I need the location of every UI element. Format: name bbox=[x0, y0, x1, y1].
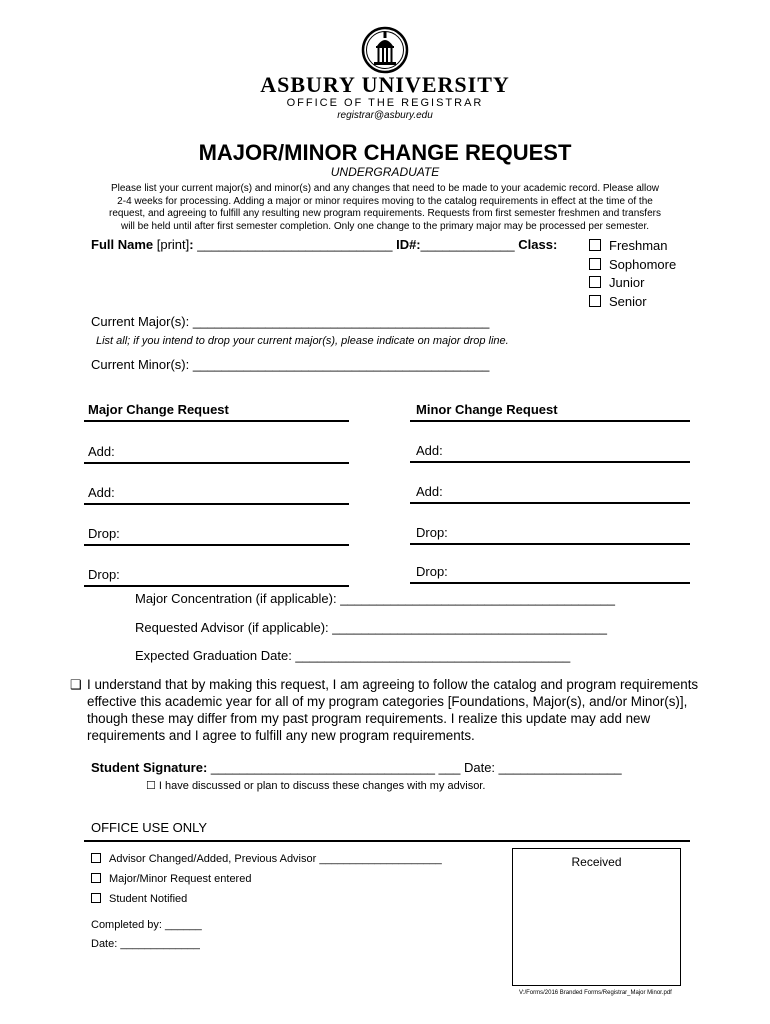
colon: : bbox=[189, 237, 194, 252]
class-options bbox=[589, 237, 676, 311]
major-change-column bbox=[84, 402, 349, 587]
university-name: ASBURY UNIVERSITY bbox=[260, 72, 510, 97]
current-minors-field[interactable]: _________________________________________ bbox=[192, 357, 490, 372]
agreement-line: effective this academic year for all of my program categories [Foundations, Major(s), and/or Minor(s)], bbox=[87, 694, 688, 709]
row-label: Add: bbox=[416, 484, 443, 499]
intro-text bbox=[0, 183, 770, 233]
signature-label: Student Signature: bbox=[91, 760, 208, 775]
majors-note: List all; if you intend to drop your current major(s), please indicate on major drop line. bbox=[96, 335, 509, 347]
row-label: Add: bbox=[88, 485, 115, 500]
agreement-text bbox=[87, 676, 698, 744]
current-minors-row bbox=[91, 357, 489, 372]
class-option-label: Sophomore bbox=[609, 256, 677, 272]
current-majors-label: Current Major(s): bbox=[91, 314, 190, 329]
received-label: Received bbox=[571, 855, 622, 869]
class-option-label: Freshman bbox=[609, 238, 668, 253]
major-change-heading bbox=[84, 402, 349, 422]
office-item-request-entered[interactable] bbox=[91, 869, 442, 889]
advisor-field[interactable]: Requested Advisor (if applicable): ______________________________________ bbox=[135, 620, 608, 635]
id-field[interactable]: _____________ bbox=[420, 237, 515, 252]
class-option-junior[interactable] bbox=[589, 274, 676, 293]
agreement-checkbox[interactable]: ❑ bbox=[70, 677, 82, 692]
full-name-row bbox=[91, 237, 557, 252]
minor-add-line[interactable] bbox=[410, 443, 690, 463]
form-title: MAJOR/MINOR CHANGE REQUEST bbox=[198, 140, 572, 165]
checkbox[interactable] bbox=[91, 873, 101, 883]
form-subtitle: UNDERGRADUATE bbox=[330, 165, 440, 179]
graduation-field[interactable]: Expected Graduation Date: ______________________________________ bbox=[135, 648, 571, 663]
checkbox[interactable] bbox=[589, 258, 601, 270]
intro-line: 2-4 weeks for processing. Adding a major or minor requires moving to the catalog requirements in effect at the time of the bbox=[117, 195, 653, 207]
checkbox[interactable] bbox=[91, 853, 101, 863]
current-majors-field[interactable]: _________________________________________ bbox=[192, 314, 490, 329]
class-label: Class: bbox=[518, 237, 558, 252]
office-use-items bbox=[91, 849, 442, 909]
checkbox[interactable] bbox=[589, 295, 601, 307]
signature-row bbox=[91, 760, 622, 775]
checkbox[interactable] bbox=[589, 239, 601, 251]
footer-path: V:/Forms/2016 Branded Forms/Registrar_Major Minor.pdf bbox=[519, 990, 672, 996]
print-hint: [print] bbox=[156, 237, 190, 252]
minor-add-line[interactable] bbox=[410, 484, 690, 504]
class-option-freshman[interactable] bbox=[589, 237, 676, 256]
intro-line: will be held until after first semester completion. Only one change to the primary major may be processed per semester. bbox=[120, 220, 650, 232]
row-label: Drop: bbox=[88, 567, 120, 582]
full-name-field[interactable]: ___________________________ bbox=[197, 237, 393, 252]
full-name-label: Full Name bbox=[91, 237, 154, 252]
date-label: Date: bbox=[463, 760, 496, 775]
office-date-field[interactable]: Date: _____________ bbox=[91, 938, 200, 950]
minor-drop-line[interactable] bbox=[410, 564, 690, 584]
major-add-line[interactable] bbox=[84, 485, 349, 505]
class-option-senior[interactable] bbox=[589, 293, 676, 312]
office-name: OFFICE OF THE REGISTRAR bbox=[286, 97, 484, 109]
minor-drop-line[interactable] bbox=[410, 525, 690, 545]
signature-field[interactable]: _______________________________ ___ bbox=[210, 760, 461, 775]
office-item-label: Major/Minor Request entered bbox=[109, 873, 252, 885]
heading-text: Major Change Request bbox=[88, 402, 229, 417]
major-drop-line[interactable] bbox=[84, 526, 349, 546]
received-box bbox=[512, 848, 681, 986]
registrar-email: registrar@asbury.edu bbox=[337, 110, 433, 121]
checkbox[interactable] bbox=[91, 893, 101, 903]
office-item-label: Advisor Changed/Added, Previous Advisor ____________________ bbox=[109, 853, 442, 865]
date-field[interactable]: _________________ bbox=[498, 760, 622, 775]
major-add-line[interactable] bbox=[84, 444, 349, 464]
agreement-line: though these may differ from my past program requirements. I realize this update may add new bbox=[87, 711, 651, 726]
class-option-label: Senior bbox=[609, 293, 647, 309]
concentration-field[interactable]: Major Concentration (if applicable): ______________________________________ bbox=[135, 591, 615, 606]
major-drop-line[interactable] bbox=[84, 567, 349, 587]
minor-change-column bbox=[410, 402, 690, 584]
office-item-label: Student Notified bbox=[109, 893, 188, 905]
university-logo bbox=[361, 26, 409, 74]
id-label: ID#: bbox=[396, 237, 421, 252]
office-item-advisor-changed[interactable] bbox=[91, 849, 442, 869]
office-item-student-notified[interactable] bbox=[91, 889, 442, 909]
intro-line: Please list your current major(s) and minor(s) and any changes that need to be made to your academic record. Please allow bbox=[110, 183, 660, 194]
checkbox[interactable] bbox=[589, 276, 601, 288]
office-use-heading: OFFICE USE ONLY bbox=[91, 820, 208, 835]
row-label: Drop: bbox=[88, 526, 120, 541]
advisor-discussed-check[interactable]: ☐ I have discussed or plan to discuss these changes with my advisor. bbox=[146, 780, 486, 792]
row-label: Drop: bbox=[416, 564, 448, 579]
agreement-line: requirements and I agree to fulfill any new program requirements. bbox=[87, 728, 475, 743]
completed-by-field[interactable]: Completed by: ______ bbox=[91, 919, 202, 931]
class-option-label: Junior bbox=[609, 275, 645, 290]
agreement-line: I understand that by making this request, I am agreeing to follow the catalog and program requirements bbox=[87, 677, 699, 692]
row-label: Drop: bbox=[416, 525, 448, 540]
current-majors-row bbox=[91, 314, 489, 329]
office-use-rule bbox=[84, 840, 690, 842]
row-label: Add: bbox=[88, 444, 115, 459]
intro-line: request, and agreeing to fulfill any resulting new program requirements. Requests from first semester freshmen and transfers bbox=[109, 208, 661, 219]
current-minors-label: Current Minor(s): bbox=[91, 357, 190, 372]
minor-change-heading bbox=[410, 402, 690, 422]
row-label: Add: bbox=[416, 443, 443, 458]
heading-text: Minor Change Request bbox=[416, 402, 558, 417]
class-option-sophomore[interactable] bbox=[589, 256, 676, 275]
